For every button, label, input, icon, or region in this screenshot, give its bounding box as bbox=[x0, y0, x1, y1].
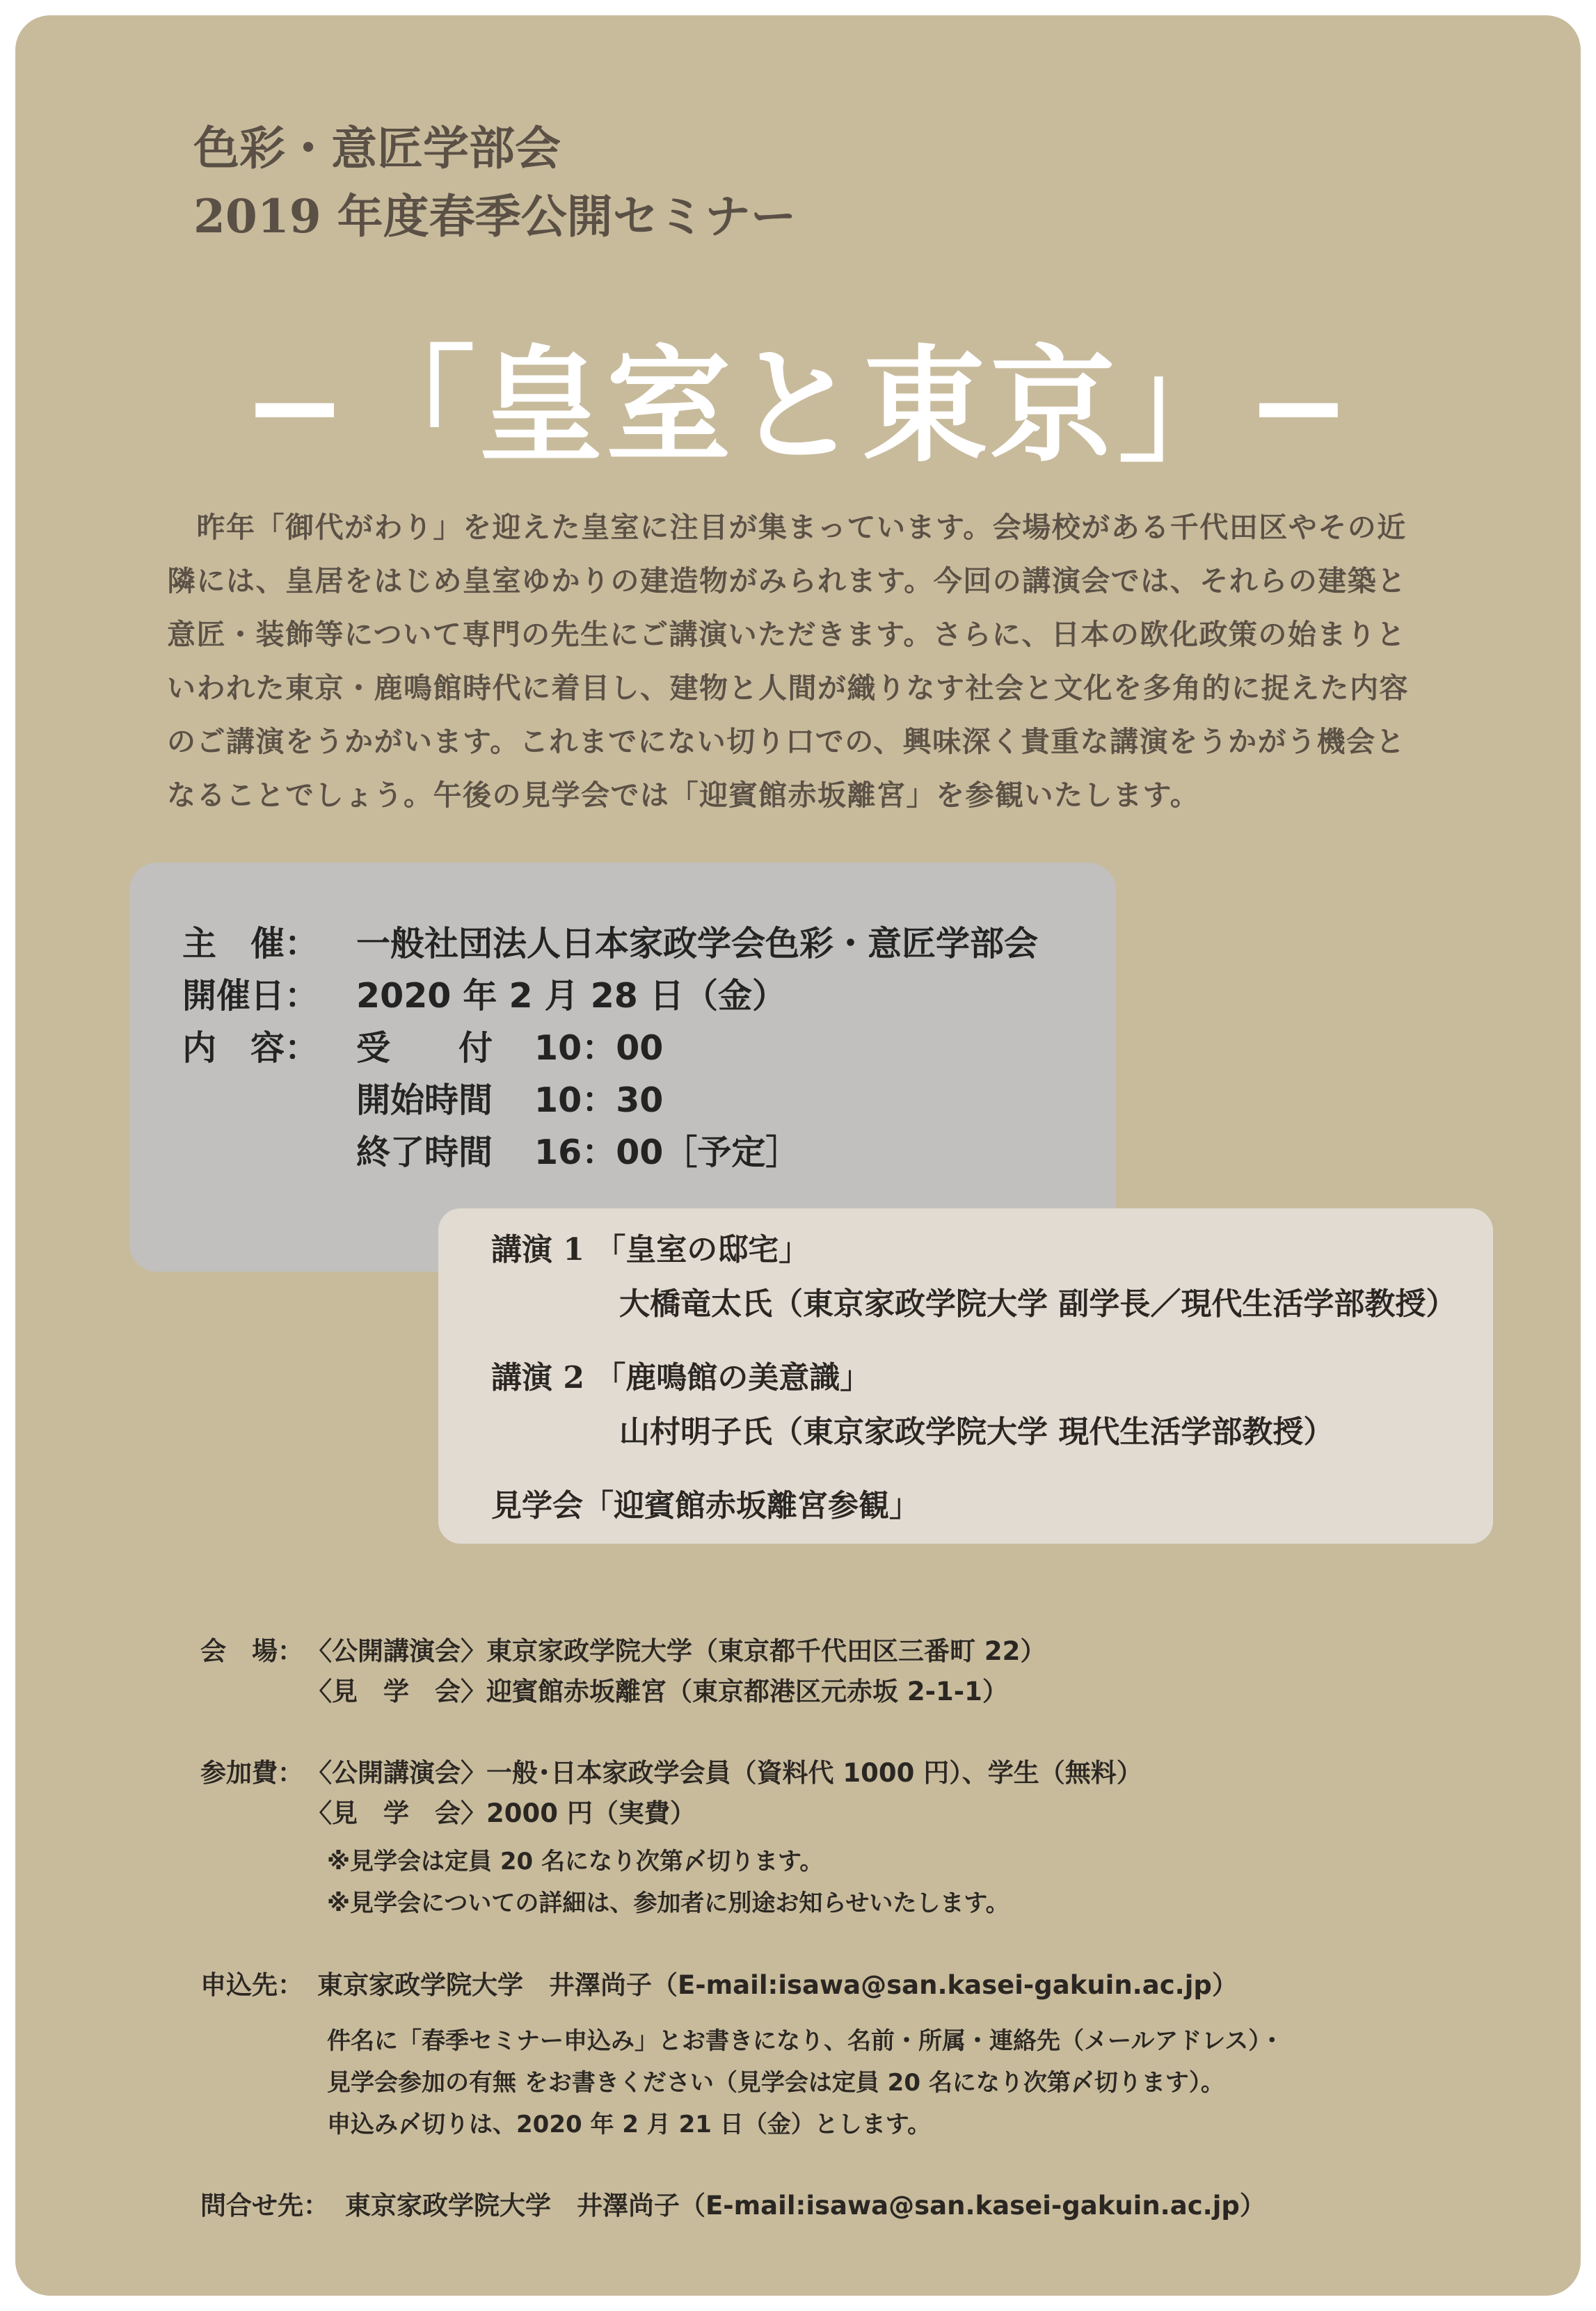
venue-lecture: 〈公開講演会〉東京家政学院大学（東京都千代田区三番町 22） bbox=[306, 1636, 1046, 1666]
venue-tour: 〈見 学 会〉迎賓館赤坂離宮（東京都港区元赤坂 2-1-1） bbox=[306, 1677, 1008, 1706]
fee-note: ※見学会についての詳細は、参加者に別途お知らせいたします。 bbox=[327, 1889, 1010, 1917]
schedule-start bbox=[356, 1073, 663, 1122]
schedule-reception bbox=[356, 1021, 663, 1070]
lecture2-title: 講演 2 「鹿鳴館の美意識」 bbox=[491, 1360, 871, 1396]
venue-label: 会 場： bbox=[200, 1636, 303, 1666]
contact-label: 問合せ先： bbox=[200, 2191, 329, 2221]
lecture1-speaker: 大橋竜太氏（東京家政学院大学 副学長／現代生活学部教授） bbox=[619, 1286, 1457, 1322]
intro-line: のご講演をうかがいます。これまでにない切り口での、興味深く貴重な講演をうかがう機会と bbox=[167, 725, 1406, 758]
organizer-value: 一般社団法人日本家政学会色彩・意匠学部会 bbox=[356, 924, 1039, 963]
date-value: 2020 年 2 月 28 日（金） bbox=[356, 976, 786, 1016]
schedule-time: 16：00［予定］ bbox=[534, 1133, 800, 1172]
apply-contact: 東京家政学院大学 井澤尚子（E-mail:isawa@san.kasei-gakuin.ac.jp） bbox=[317, 1970, 1238, 2000]
content-row bbox=[182, 1021, 356, 1070]
schedule-label: 開始時間 bbox=[356, 1080, 493, 1120]
fee-lecture: 〈公開講演会〉一般･日本家政学会員（資料代 1000 円）、学生（無料） bbox=[306, 1758, 1142, 1788]
schedule-end bbox=[356, 1126, 799, 1174]
contact-info: 東京家政学院大学 井澤尚子（E-mail:isawa@san.kasei-gakuin.ac.jp） bbox=[345, 2191, 1266, 2221]
apply-note: 見学会参加の有無 をお書きください（見学会は定員 20 名になり次第〆切ります）。 bbox=[327, 2069, 1224, 2097]
content-label: 内 容： bbox=[182, 1028, 319, 1068]
organizer-label: 主 催： bbox=[182, 924, 319, 963]
intro-line: 意匠・装飾等について専門の先生にご講演いただきます。さらに、日本の欧化政策の始まりと bbox=[167, 618, 1406, 651]
intro-line: 隣には、皇居をはじめ皇室ゆかりの建造物がみられます。今回の講演会では、それらの建築と bbox=[167, 564, 1407, 598]
schedule-time: 10：30 bbox=[534, 1080, 664, 1120]
schedule-label: 受 付 bbox=[356, 1028, 493, 1068]
organizer-subtitle: 色彩・意匠学部会 bbox=[193, 121, 561, 175]
fee-note: ※見学会は定員 20 名になり次第〆切ります。 bbox=[327, 1848, 824, 1876]
intro-line: なることでしょう。午後の見学会では「迎賓館赤坂離宮」を参観いたします。 bbox=[167, 778, 1200, 812]
date-label: 開催日： bbox=[182, 976, 319, 1016]
intro-line: いわれた東京・鹿鳴館時代に着目し、建物と人間が織りなす社会と文化を多角的に捉えた内容 bbox=[167, 671, 1409, 705]
organizer-row bbox=[182, 917, 1038, 966]
lecture1-title: 講演 1 「皇室の邸宅」 bbox=[491, 1232, 810, 1268]
fee-label: 参加費： bbox=[200, 1758, 303, 1788]
fee-tour: 〈見 学 会〉2000 円（実費） bbox=[306, 1798, 696, 1828]
tour-title: 見学会「迎賓館赤坂離宮参観」 bbox=[491, 1488, 920, 1524]
schedule-label: 終了時間 bbox=[356, 1133, 493, 1172]
schedule-time: 10：00 bbox=[534, 1028, 664, 1068]
lecture2-speaker: 山村明子氏（東京家政学院大学 現代生活学部教授） bbox=[619, 1414, 1334, 1450]
date-row bbox=[182, 969, 786, 1018]
page-title: −「皇室と東京」− bbox=[242, 333, 1354, 479]
seminar-subtitle: 2019 年度春季公開セミナー bbox=[193, 189, 797, 243]
intro-line: 昨年「御代がわり」を迎えた皇室に注目が集まっています。会場校がある千代田区やその近 bbox=[167, 511, 1407, 544]
intro-paragraph bbox=[167, 501, 1454, 822]
apply-note: 件名に「春季セミナー申込み」とお書きになり、名前・所属・連絡先（メールアドレス）・ bbox=[327, 2027, 1284, 2055]
apply-label: 申込先： bbox=[200, 1970, 303, 2000]
apply-note: 申込み〆切りは、2020 年 2 月 21 日（金）とします。 bbox=[327, 2111, 932, 2138]
